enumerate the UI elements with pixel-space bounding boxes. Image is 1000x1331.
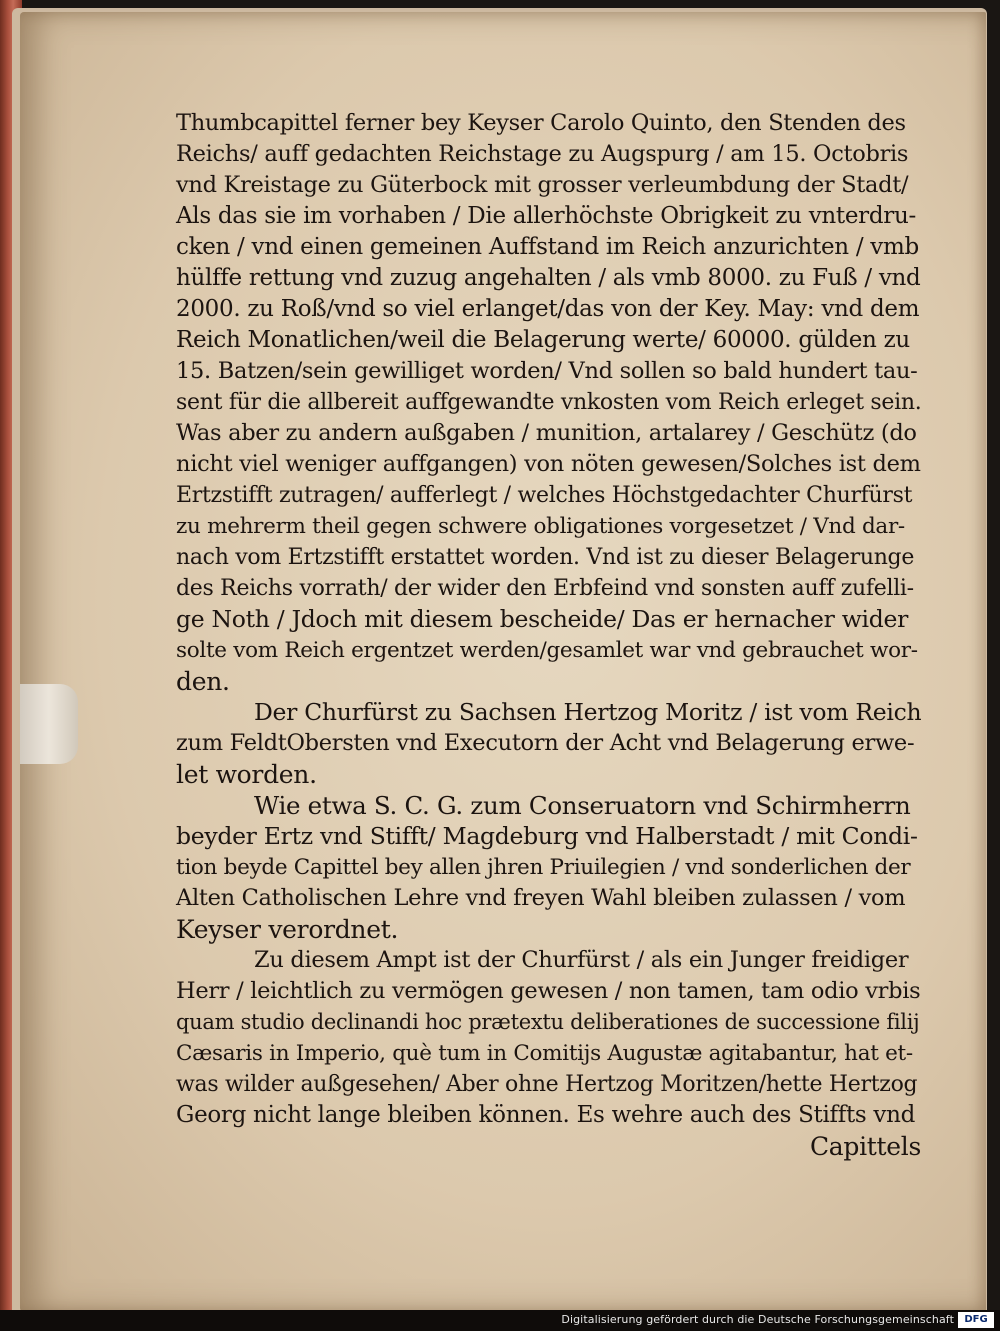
funding-credit: Digitalisierung gefördert durch die Deutsche Forschungsgemeinschaft [561,1313,954,1326]
text-line: solte vom Reich ergentzet werden/gesamlet war vnd gebrauchet wor- [176,638,918,663]
text-line: cken / vnd einen gemeinen Auffstand im Reich anzurichten / vmb [176,234,919,260]
text-line: let worden. [176,760,317,789]
text-line: Wie etwa S. C. G. zum Conseruatorn vnd Schirmherrn [254,791,911,820]
text-line: 15. Batzen/sein gewilliget worden/ Vnd sollen so bald hundert tau- [176,358,918,384]
text-line: Georg nicht lange bleiben können. Es wehre auch des Stiffts vnd [176,1102,916,1128]
text-line: Zu diesem Ampt ist der Churfürst / als ein Junger freidiger [254,947,909,973]
text-line: vnd Kreistage zu Güterbock mit grosser verleumbdung der Stadt/ [176,172,909,198]
text-line: 2000. zu Roß/vnd so viel erlanget/das von der Key. May: vnd dem [176,296,920,322]
text-line: sent für die allbereit auffgewandte vnkosten vom Reich erleget sein. [176,390,922,415]
text-line: Der Churfürst zu Sachsen Hertzog Moritz / ist vom Reich [254,698,922,726]
text-line: den. [176,667,230,696]
text-line: des Reichs vorrath/ der wider den Erbfeind vnd sonsten auff zufelli- [176,576,914,601]
footer-bar [0,1310,1000,1331]
text-line: Keyser verordnet. [176,915,399,944]
page-text [176,108,921,1162]
text-line: nach vom Ertzstifft erstattet worden. Vnd ist zu dieser Belagerunge [176,545,915,570]
text-line: Alten Catholischen Lehre vnd freyen Wahl bleiben zulassen / vom [176,885,906,911]
text-line: Thumbcapittel ferner bey Keyser Carolo Quinto, den Stenden des [176,110,906,136]
text-line: ge Noth / Jdoch mit diesem bescheide/ Das er hernacher wider [176,605,909,633]
text-line: hülffe rettung vnd zuzug angehalten / als vmb 8000. zu Fuß / vnd [176,265,921,291]
text-line: zum FeldtObersten vnd Executorn der Acht vnd Belagerung erwe- [176,730,915,756]
text-line: Reichs/ auff gedachten Reichstage zu Augspurg / am 15. Octobris [176,141,909,167]
catchword: Capittels [809,1132,921,1161]
text-line: zu mehrerm theil gegen schwere obligationes vorgesetzet / Vnd dar- [176,514,905,539]
text-line: Herr / leichtlich zu vermögen gewesen / non tamen, tam odio vrbis [176,978,921,1004]
page-clip [20,684,78,764]
text-line: Als das sie im vorhaben / Die allerhöchste Obrigkeit zu vnterdru- [176,203,916,229]
text-line: tion beyde Capittel bey allen jhren Priuilegien / vnd sonderlichen der [176,855,911,880]
text-line: Reich Monatlichen/weil die Belagerung werte/ 60000. gülden zu [176,327,910,353]
text-line: Was aber zu andern außgaben / munition, artalarey / Geschütz (do [176,420,917,446]
text-line: was wilder außgesehen/ Aber ohne Hertzog Moritzen/hette Hertzog [176,1072,918,1097]
text-line: quam studio declinandi hoc prætextu deliberationes de successione filij [176,1010,920,1034]
text-line: Ertzstifft zutragen/ aufferlegt / welches Höchstgedachter Churfürst [176,483,913,508]
text-line: beyder Ertz vnd Stifft/ Magdeburg vnd Halberstadt / mit Condi- [176,822,918,850]
text-line: nicht viel weniger auffgangen) von nöten gewesen/Solches ist dem [176,451,921,477]
dfg-logo: DFG [958,1312,994,1328]
text-line: Cæsaris in Imperio, què tum in Comitijs Augustæ agitabantur, hat et- [176,1041,913,1066]
